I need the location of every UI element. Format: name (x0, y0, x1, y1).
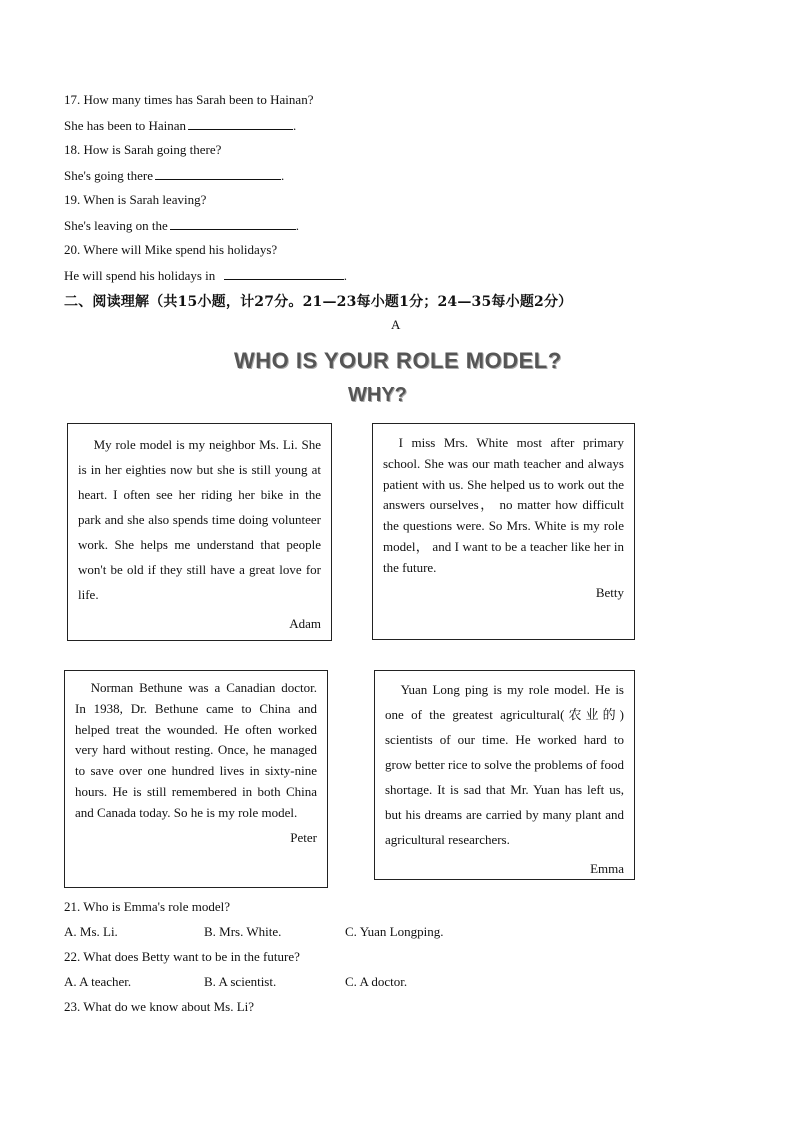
emma-author: Emma (590, 861, 624, 876)
adam-author: Adam (289, 616, 321, 631)
q21-option-b[interactable]: B. Mrs. White. (204, 924, 282, 939)
question-22: 22. What does Betty want to be in the future? (64, 949, 300, 964)
answer-18-line (64, 167, 284, 184)
answer-17-blank[interactable] (188, 117, 293, 130)
answer-20-period: . (343, 268, 348, 283)
banner-line-1: WHO IS YOUR ROLE MODEL? (234, 348, 562, 373)
question-19: 19. When is Sarah leaving? (64, 192, 207, 207)
emma-text: Yuan Long ping is my role model. He is one of the greatest agricultural(农业的) scientists of our time. He worked hard to grow better rice to solve the problems of food shortage. It is sad that Mr. Yuan has left us, but his dreams are carried by many plant and agricultural researchers. (385, 682, 624, 847)
answer-19-period: . (295, 218, 300, 233)
answer-19-prefix: She's leaving on the (64, 218, 168, 233)
betty-text: I miss Mrs. White most after primary school. She was our math teacher and always patient with us. She helped us to work out the answers ourselves， no matter how difficult the questions were. So Mrs. White is my role model， and I want to be a teacher like her in the future. (383, 435, 624, 575)
q21-option-a[interactable]: A. Ms. Li. (64, 924, 118, 939)
answer-20-prefix: He will spend his holidays in (64, 268, 216, 283)
answer-17-line (64, 117, 296, 134)
question-21: 21. Who is Emma's role model? (64, 899, 231, 914)
peter-author: Peter (290, 829, 317, 845)
q21-option-c[interactable]: C. Yuan Longping. (345, 924, 444, 939)
answer-18-blank[interactable] (155, 167, 281, 180)
answer-19-blank[interactable] (170, 217, 296, 230)
passage-label: A (391, 317, 401, 332)
q22-option-c[interactable]: C. A doctor. (345, 974, 408, 989)
text-box-emma (374, 670, 635, 880)
answer-20-blank[interactable] (224, 267, 344, 280)
answer-18-period: . (281, 168, 285, 183)
text-box-betty (372, 423, 635, 640)
banner-line-2: WHY? (348, 384, 407, 406)
answer-18-prefix: She's going there (64, 168, 153, 183)
q22-option-a[interactable]: A. A teacher. (64, 974, 132, 989)
question-20: 20. Where will Mike spend his holidays? (64, 242, 278, 257)
answer-17-prefix: She has been to Hainan (64, 118, 187, 133)
answer-19-line (64, 217, 299, 234)
question-18: 18. How is Sarah going there? (64, 142, 222, 157)
answer-20-line (64, 267, 347, 284)
section-title: 二、阅读理解（共15小题，计27分。21—23每小题1分；24—35每小题2分） (64, 294, 573, 310)
question-17: 17. How many times has Sarah been to Hainan? (64, 92, 314, 107)
adam-text: My role model is my neighbor Ms. Li. She is in her eighties now but she is still young at heart. I often see her riding her bike in the park and she also spends time doing volunteer work. She helps me understand that people won't be old if they still have a great love for life. (78, 437, 321, 602)
question-23: 23. What do we know about Ms. Li? (64, 999, 255, 1014)
text-box-peter (64, 670, 328, 888)
text-box-adam (67, 423, 332, 641)
answer-17-period: . (293, 118, 297, 133)
betty-author: Betty (595, 584, 624, 600)
peter-text: Norman Bethune was a Canadian doctor. In 1938, Dr. Bethune came to China and helped treat the wounded. He often worked very hard without resting. Once, he managed to save over one hundred lives in sixty-nine hours. He is still remembered in both China and Canada today. So he is my role model. (75, 680, 317, 820)
banner-image (228, 348, 578, 414)
q22-option-b[interactable]: B. A scientist. (204, 974, 277, 989)
